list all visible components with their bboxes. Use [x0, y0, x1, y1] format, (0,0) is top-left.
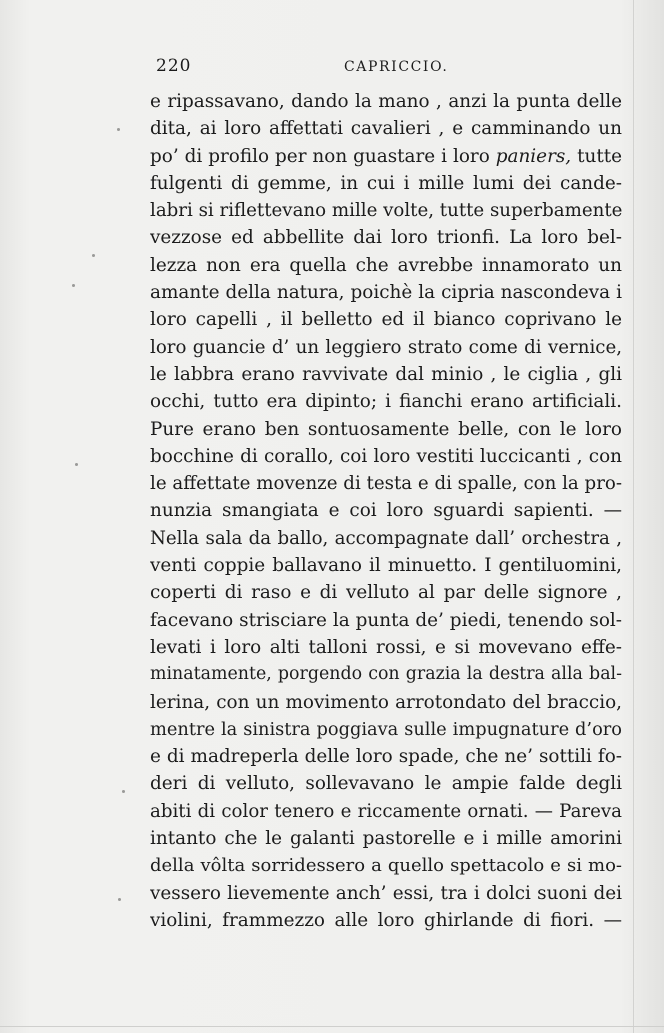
text-segment: labri si riflettevano mille volte, tutte superbamente: [150, 200, 622, 222]
text-line: [150, 197, 622, 224]
text-segment: lerina, con un movimento arrotondato del braccio,: [150, 691, 622, 713]
text-line: [150, 252, 622, 279]
text-line: [150, 334, 622, 361]
text-line: [150, 361, 622, 388]
text-segment: Nella sala da ballo, accompagnate dall’ orchestra ,: [150, 527, 622, 549]
text-segment: facevano strisciare la punta de’ piedi, tenendo sol-: [150, 609, 622, 631]
text-segment: le labbra erano ravvivate dal minio , le ciglia , gli: [150, 363, 622, 385]
text-segment: tutte: [571, 145, 622, 167]
text-segment: della vôlta sorridessero a quello spettacolo e si mo-: [150, 855, 622, 877]
text-line: [150, 607, 622, 634]
text-segment: e ripassavano, dando la mano , anzi la punta delle: [150, 91, 622, 112]
text-line: [150, 798, 622, 825]
text-line: [150, 770, 622, 797]
text-line: [150, 716, 622, 743]
page-edge-right: [633, 0, 634, 1033]
text-segment: Pure erano ben sontuosamente belle, con le loro: [150, 418, 622, 440]
text-line: [150, 416, 622, 443]
body-text: [150, 88, 622, 934]
running-head: CAPRICCIO.: [344, 59, 449, 75]
text-line: [150, 470, 622, 497]
text-line: [150, 552, 622, 579]
text-segment: le affettate movenze di testa e di spalle, con la pro-: [150, 473, 622, 495]
text-segment: fulgenti di gemme, in cui i mille lumi dei cande-: [150, 172, 622, 194]
page-number: 220: [156, 56, 192, 76]
text-segment: occhi, tutto era dipinto; i fianchi erano artificiali.: [150, 391, 622, 413]
text-line: [150, 880, 622, 907]
text-line: [150, 525, 622, 552]
text-line: [150, 825, 622, 852]
text-segment: loro guancie d’ un leggiero strato come di vernice,: [150, 336, 622, 358]
text-line: [150, 661, 622, 688]
text-segment: vessero lievemente anch’ essi, tra i dolci suoni dei: [150, 882, 622, 904]
text-line: [150, 88, 622, 115]
paper-speck: [122, 790, 125, 793]
text-line: [150, 170, 622, 197]
page-header: [150, 56, 622, 86]
text-segment: loro capelli , il belletto ed il bianco coprivano le: [150, 309, 622, 331]
paper-speck: [117, 128, 120, 131]
text-segment: dita, ai loro affettati cavalieri , e camminando un: [150, 118, 622, 140]
text-segment: mentre la sinistra poggiava sulle impugnature d’oro: [150, 718, 622, 740]
page-edge-bottom: [0, 1026, 664, 1027]
text-segment: amante della natura, poichè la cipria nascondeva i: [150, 282, 622, 304]
text-line: [150, 279, 622, 306]
paper-speck: [75, 463, 78, 466]
text-line: [150, 579, 622, 606]
text-line: [150, 224, 622, 251]
text-line: [150, 115, 622, 142]
text-segment: intanto che le galanti pastorelle e i mille amorini: [150, 828, 622, 850]
paper-speck: [92, 254, 95, 257]
text-segment: e di madreperla delle loro spade, che ne’ sottili fo-: [150, 746, 622, 768]
text-line: [150, 634, 622, 661]
text-segment: coperti di raso e di velluto al par delle signore ,: [150, 582, 622, 604]
paper-speck: [118, 898, 121, 901]
text-line: [150, 388, 622, 415]
text-segment: venti coppie ballavano il minuetto. I gentiluomini,: [150, 555, 622, 577]
text-segment: vezzose ed abbellite dai loro trionfi. La loro bel-: [150, 227, 622, 249]
text-segment: lezza non era quella che avrebbe innamorato un: [150, 254, 622, 276]
text-line: [150, 743, 622, 770]
text-segment: po’ di profilo per non guastare i loro: [150, 145, 496, 167]
text-line: [150, 443, 622, 470]
text-segment: deri di velluto, sollevavano le ampie falde degli: [150, 773, 622, 795]
text-line: [150, 497, 622, 524]
text-segment: bocchine di corallo, coi loro vestiti luccicanti , con: [150, 445, 622, 467]
text-segment: levati i loro alti talloni rossi, e si movevano effe-: [150, 636, 622, 658]
text-segment: abiti di color tenero e riccamente ornati. — Pareva: [150, 800, 622, 822]
text-line: [150, 306, 622, 333]
text-segment: violini, frammezzo alle loro ghirlande di fiori. —: [150, 909, 622, 931]
text-segment: minatamente, porgendo con grazia la destra alla bal-: [150, 664, 622, 685]
text-line: [150, 143, 622, 170]
text-line: [150, 907, 622, 934]
text-line: [150, 689, 622, 716]
italic-word: paniers,: [495, 145, 572, 167]
text-segment: nunzia smangiata e coi loro sguardi sapienti. —: [150, 500, 622, 522]
paper-speck: [72, 284, 75, 287]
text-line: [150, 852, 622, 879]
